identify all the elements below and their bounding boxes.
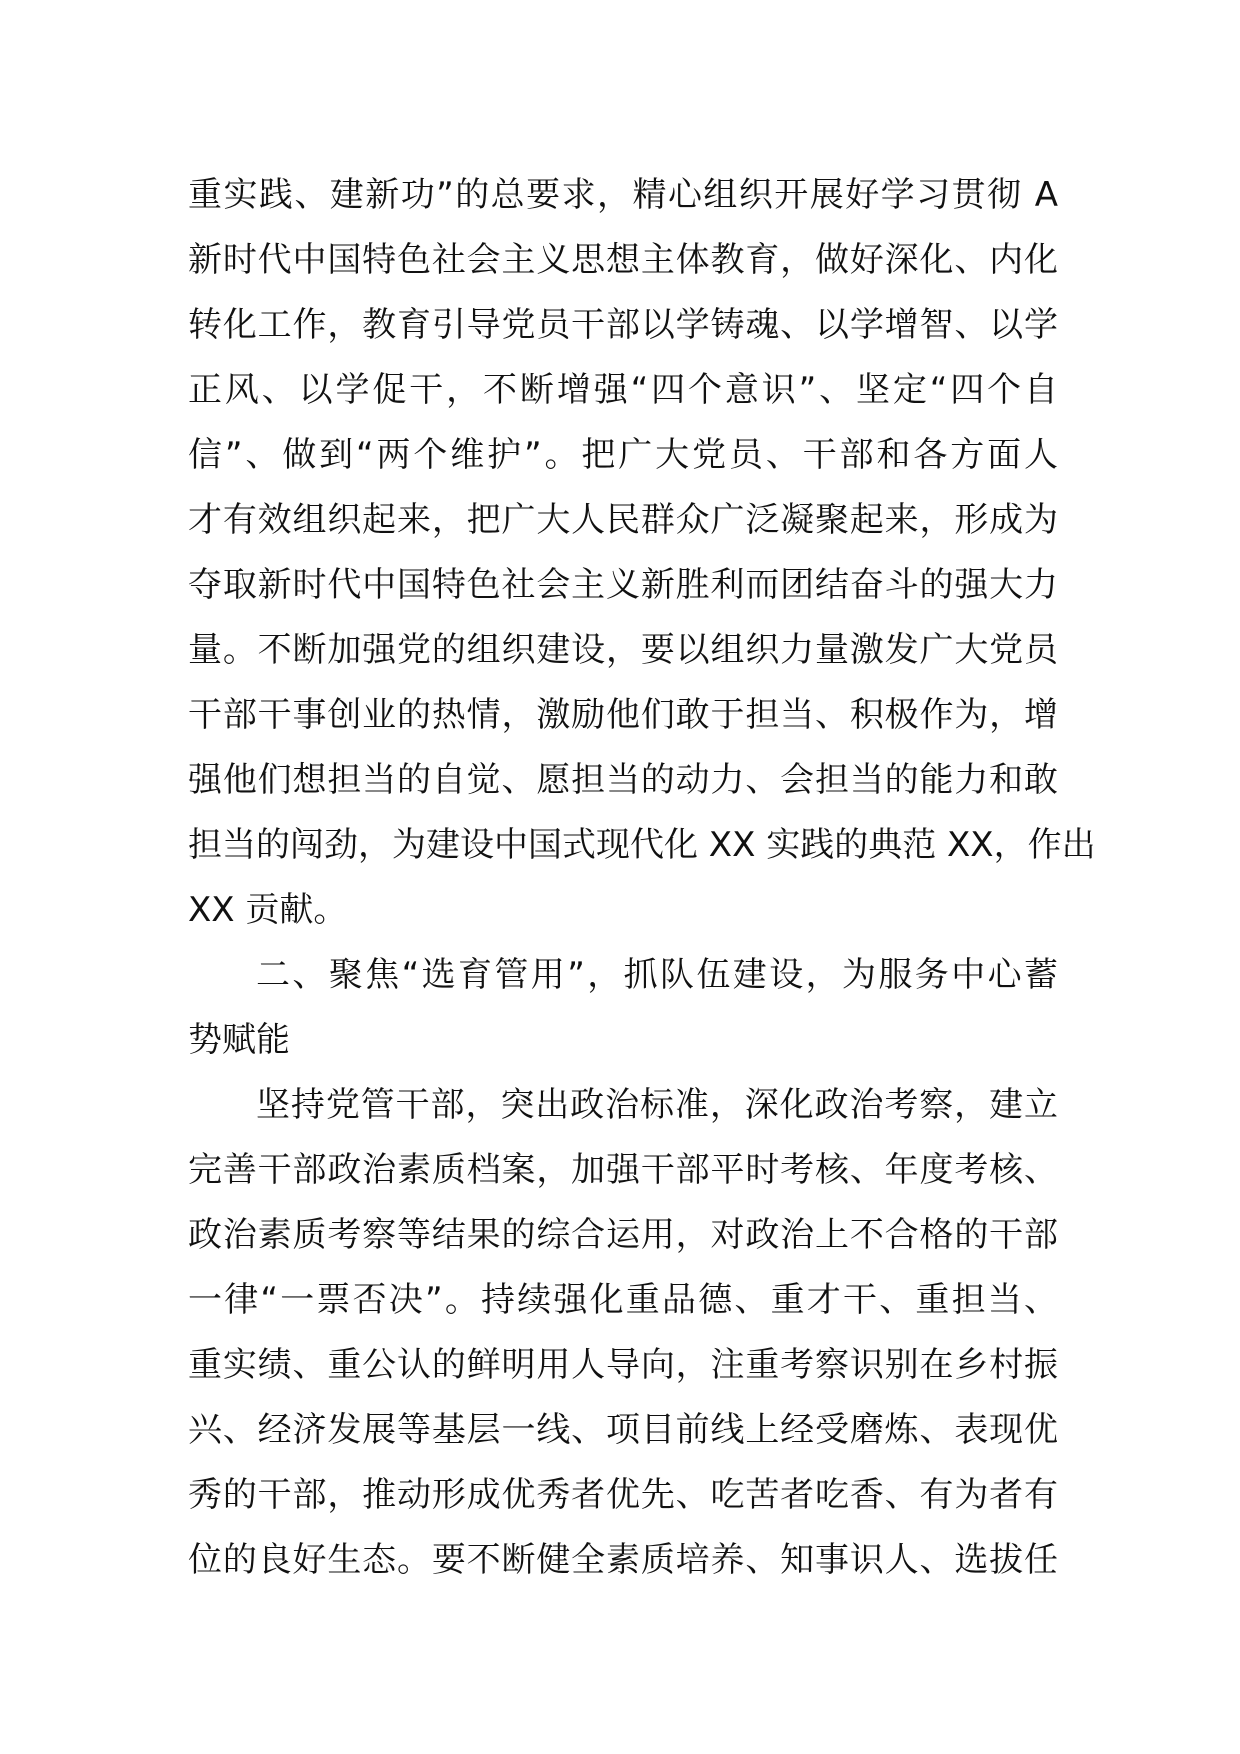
text-line: 转化工作，教育引导党员干部以学铸魂、以学增智、以学 [188,305,1058,345]
text-line: 重实践、建新功”的总要求，精心组织开展好学习贯彻 A [188,175,1058,215]
text-line: 重实绩、重公认的鲜明用人导向，注重考察识别在乡村振 [188,1345,1058,1385]
text-line: 干部干事创业的热情，激励他们敢于担当、积极作为，增 [188,695,1058,735]
text-line: 二、聚焦“选育管用”，抓队伍建设，为服务中心蓄 [256,955,1058,995]
text-line: 一律“一票否决”。持续强化重品德、重才干、重担当、 [188,1280,1058,1320]
text-line: 强他们想担当的自觉、愿担当的动力、会担当的能力和敢 [188,760,1058,800]
text-line: 量。不断加强党的组织建设，要以组织力量激发广大党员 [188,630,1058,670]
text-line: 信”、做到“两个维护”。把广大党员、干部和各方面人 [188,435,1058,475]
text-line: 兴、经济发展等基层一线、项目前线上经受磨炼、表现优 [188,1410,1058,1450]
text-line: 正风、以学促干，不断增强“四个意识”、坚定“四个自 [188,370,1058,410]
text-line: 位的良好生态。要不断健全素质培养、知事识人、选拔任 [188,1540,1058,1580]
text-line: 政治素质考察等结果的综合运用，对政治上不合格的干部 [188,1215,1058,1255]
text-line: 夺取新时代中国特色社会主义新胜利而团结奋斗的强大力 [188,565,1058,605]
text-line: 才有效组织起来，把广大人民群众广泛凝聚起来，形成为 [188,500,1058,540]
text-line: 势赋能 [188,1020,290,1060]
section-heading [188,943,1058,1073]
paragraph-continuation [188,163,1096,943]
text-line: 坚持党管干部，突出政治标准，深化政治考察，建立 [256,1085,1058,1125]
paragraph-cadres [188,1073,1058,1593]
text-line: 完善干部政治素质档案，加强干部平时考核、年度考核、 [188,1150,1058,1190]
document-body [188,163,1096,1593]
text-line: 新时代中国特色社会主义思想主体教育，做好深化、内化 [188,240,1058,280]
text-line: XX 贡献。 [188,890,348,930]
text-line: 秀的干部，推动形成优秀者优先、吃苦者吃香、有为者有 [188,1475,1058,1515]
text-line: 担当的闯劲，为建设中国式现代化 XX 实践的典范 XX，作出 [188,825,1096,865]
